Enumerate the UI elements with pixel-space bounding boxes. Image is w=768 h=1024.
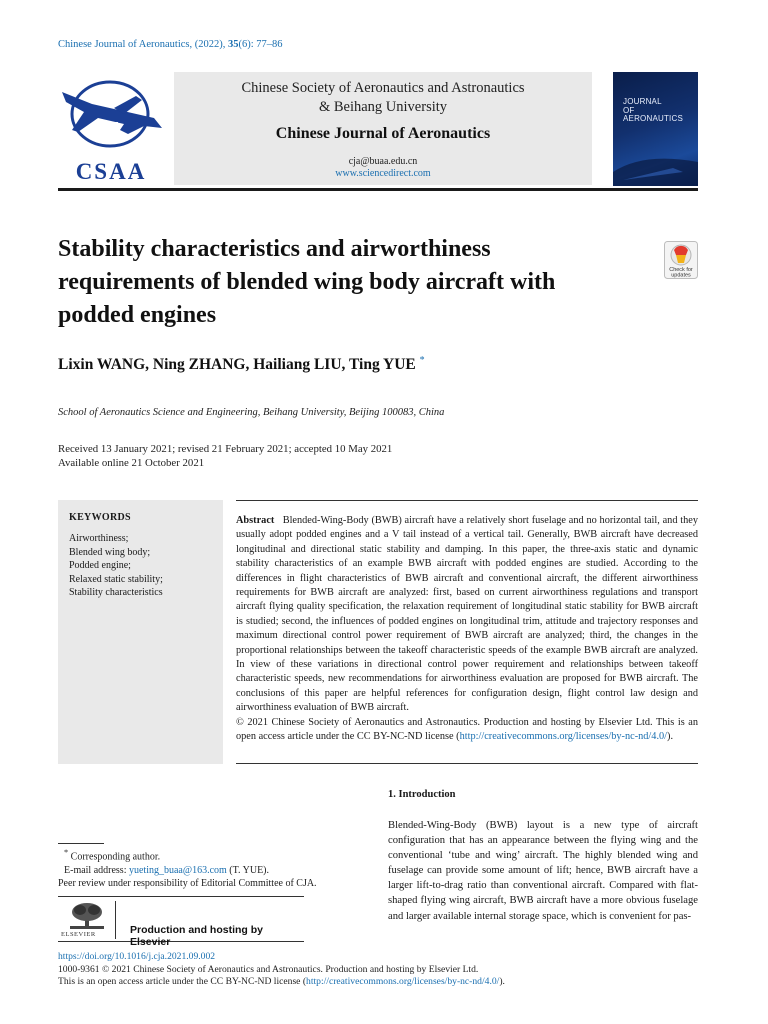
license-text: This is an open access article under the CC BY-NC-ND license ( xyxy=(58,976,307,988)
corresponding-author-mark[interactable]: * xyxy=(419,355,425,366)
email-suffix: (T. YUE). xyxy=(226,864,270,876)
keywords-heading: KEYWORDS xyxy=(69,512,131,523)
society-name: Chinese Society of Aeronautics and Astronautics xyxy=(241,80,525,96)
elsevier-hosting-box xyxy=(58,896,304,948)
keyword-item: Podded engine; xyxy=(69,560,131,571)
abstract-label: Abstract xyxy=(236,515,275,526)
citation-line[interactable] xyxy=(58,39,283,50)
csaa-logo xyxy=(58,72,164,186)
abstract-top-rule xyxy=(236,500,698,501)
footnote-mark: * xyxy=(64,848,69,857)
citation-volume: 35 xyxy=(228,39,239,50)
abstract-copyright: © 2021 Chinese Society of Aeronautics and Astronautics. Production and hosting by Elsevier Ltd. This is an open access article under the CC BY-NC-ND license ( xyxy=(236,716,698,743)
issn-copyright: 1000-9361 © 2021 Chinese Society of Aeronautics and Astronautics. Production and hosting by Elsevier Ltd. xyxy=(58,963,479,975)
journal-email: cja@buaa.edu.cn xyxy=(348,156,418,167)
cover-title xyxy=(623,98,693,124)
csaa-wordmark: CSAA xyxy=(75,159,147,184)
affiliation: School of Aeronautics Science and Engineering, Beihang University, Beijing 100083, China xyxy=(58,407,445,418)
journal-cover-thumbnail[interactable] xyxy=(613,72,698,186)
elsevier-wordmark: ELSEVIER xyxy=(61,931,96,938)
header-divider xyxy=(58,188,698,191)
abstract xyxy=(236,514,698,745)
email-line xyxy=(58,864,317,878)
received-dates: Received 13 January 2021; revised 21 February 2021; accepted 10 May 2021 xyxy=(58,443,393,455)
introduction-text: Blended-Wing-Body (BWB) layout is a new type of aircraft configuration that has an appearance between the flying wing and the conventional ‘tube and wing’ aircraft. The highly blended wing and fuselage can provide some amount of lift; hence, BWB aircraft have a larger lift-to-drag ratio than conventional aircraft. Compared with flat-shaped flying wing aircraft, BWB aircraft have a more obvious fuselage and larger available internal storage space, which is convenient for pas- xyxy=(388,820,698,922)
peer-review-note: Peer review under responsibility of Editorial Committee of CJA. xyxy=(58,878,317,890)
abstract-bottom-rule xyxy=(236,763,698,764)
bottom-info xyxy=(58,951,505,989)
elsevier-hosting-text: Production and hosting by Elsevier xyxy=(130,924,263,948)
abstract-copyright-end: ). xyxy=(667,731,674,743)
cover-artwork-icon xyxy=(613,132,698,186)
elsevier-logo xyxy=(58,901,116,939)
license-line xyxy=(58,976,505,989)
citation-issue-pages: (6): 77–86 xyxy=(238,39,283,50)
keyword-item: Blended wing body; xyxy=(69,546,151,558)
corresponding-label: Corresponding author. xyxy=(70,851,161,863)
doi-link[interactable]: https://doi.org/10.1016/j.cja.2021.09.002 xyxy=(58,951,216,962)
check-label-2: updates xyxy=(671,272,691,279)
authors-text: Lixin WANG, Ning ZHANG, Hailiang LIU, Ting YUE xyxy=(58,356,416,374)
article-title: Stability characteristics and airworthiness requirements of blended wing body aircraft with podded engines xyxy=(58,236,556,328)
journal-banner xyxy=(174,72,592,185)
author-list xyxy=(58,355,425,374)
abstract-text: Blended-Wing-Body (BWB) aircraft have a relatively short fuselage and no horizontal tail, and they usually adopt podded engines and a V tail instead of a vertical tail. Generally, BWB aircraft have decreased longitudinal and directional static stability and damping. In this paper, the three-axis static and dynamic stability characteristics of an example BWB aircraft with podded engines are studied. According to the differences in flight characteristics of BWB aircraft and conventional aircraft, the different airworthiness requirements for BWB aircraft are analyzed: first, based on current airworthiness regulations and transport aircraft flying quality specification, the relaxation requirement of longitudinal static stability for BWB aircraft is studied; second, the influences of podded engines on longitudinal trim, attitude and trajectory responses and maximum directional control power requirement of BWB aircraft are analyzed; third, the changes in the proportional relationships between the takeoff characteristic speeds of the example BWB aircraft are analyzed. In view of these variations in directional control power requirement and relationships between takeoff characteristic speeds, new recommendations for airworthiness evaluation are proposed for BWB aircraft. The conclusions of this paper are helpful references for configuration design, flight control law design and airworthiness evaluation of BWB aircraft. xyxy=(236,515,698,714)
abstract-license-link[interactable]: http://creativecommons.org/licenses/by-nc-nd/4.0/ xyxy=(459,731,668,743)
keyword-item: Stability characteristics xyxy=(69,587,163,598)
footnote xyxy=(58,846,317,891)
citation-journal: Chinese Journal of Aeronautics, (2022), xyxy=(58,39,229,50)
elsevier-tree-icon xyxy=(68,902,106,930)
csaa-emblem-icon xyxy=(58,72,164,186)
journal-name: Chinese Journal of Aeronautics xyxy=(275,125,491,142)
bottom-license-link[interactable]: http://creativecommons.org/licenses/by-nc-nd/4.0/ xyxy=(306,976,500,988)
email-label: E-mail address: xyxy=(64,864,129,876)
cover-title-line: JOURNAL xyxy=(623,97,662,106)
corresponding-author-note xyxy=(58,846,317,864)
check-for-updates-icon xyxy=(664,241,698,279)
keyword-item: Relaxed static stability; xyxy=(69,573,163,585)
check-label-1: Check for xyxy=(669,267,693,273)
check-for-updates-badge[interactable] xyxy=(664,241,698,279)
keyword-item: Airworthiness; xyxy=(69,533,129,544)
introduction-heading: 1. Introduction xyxy=(388,789,456,800)
cover-title-line: AERONAUTICS xyxy=(623,114,683,123)
author-email-link[interactable]: yueting_buaa@163.com xyxy=(128,864,227,876)
society-name-line2: & Beihang University xyxy=(318,99,448,115)
license-end: ). xyxy=(499,976,505,988)
keywords-box xyxy=(58,500,223,764)
cover-title-line: OF xyxy=(623,105,635,115)
article-dates xyxy=(58,442,392,470)
sciencedirect-link[interactable]: www.sciencedirect.com xyxy=(335,168,431,179)
keywords-list xyxy=(69,532,212,600)
footnote-rule xyxy=(58,843,104,844)
available-online: Available online 21 October 2021 xyxy=(58,457,205,469)
